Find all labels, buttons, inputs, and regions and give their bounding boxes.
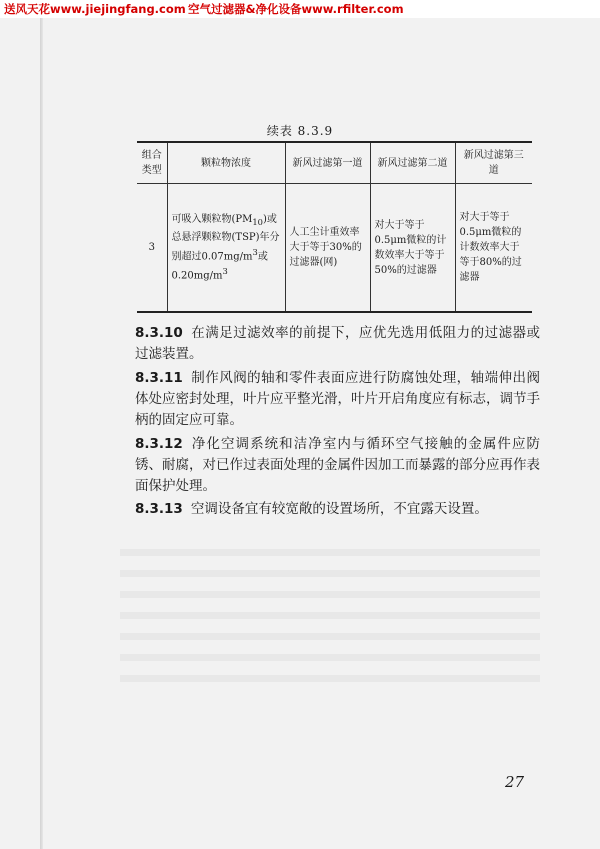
header-cell: 新风过滤第三道 bbox=[455, 142, 532, 184]
filter-spec-table bbox=[137, 141, 532, 313]
clause-8-3-13 bbox=[135, 499, 540, 520]
clause-number: 8.3.12 bbox=[135, 436, 183, 452]
table-row bbox=[137, 184, 532, 313]
header-cell: 新风过滤第一道 bbox=[285, 142, 370, 184]
concentration-text: 或0.20mg/m bbox=[171, 251, 268, 282]
first-stage-cell: 人工尘计重效率大于等于30%的过滤器(网) bbox=[285, 184, 370, 313]
page-number: 27 bbox=[505, 773, 525, 791]
book-spine-shadow bbox=[40, 18, 43, 849]
clause-8-3-10 bbox=[135, 323, 540, 365]
concentration-text: 可吸入颗粒物(PM bbox=[171, 213, 253, 225]
clause-number: 8.3.11 bbox=[135, 370, 183, 386]
header-cell: 新风过滤第二道 bbox=[370, 142, 455, 184]
subscript: 10 bbox=[252, 216, 263, 227]
table-header-row bbox=[137, 142, 532, 184]
clause-8-3-11 bbox=[135, 368, 540, 431]
second-stage-cell: 对大于等于0.5μm微粒的计数效率大于等于50%的过滤器 bbox=[370, 184, 455, 313]
clause-text: 空调设备宜有较宽敞的设置场所，不宜露天设置。 bbox=[190, 501, 488, 517]
clause-number: 8.3.13 bbox=[135, 501, 183, 517]
clause-text: 净化空调系统和洁净室内与循环空气接触的金属件应防锈、耐腐，对已作过表面处理的金属件因加工而暴露的部分应再作表面保护处理。 bbox=[135, 436, 540, 494]
header-cell: 颗粒物浓度 bbox=[167, 142, 285, 184]
clause-text: 制作风阀的轴和零件表面应进行防腐蚀处理，轴端伸出阀体处应密封处理，叶片应平整光滑，叶片开启角度应有标志，调节手柄的固定应可靠。 bbox=[135, 370, 540, 428]
third-stage-cell: 对大于等于0.5μm微粒的计数效率大于等于80%的过滤器 bbox=[455, 184, 532, 313]
concentration-text: )或总悬浮颗粒物(TSP)年分别超过0.07mg/m bbox=[171, 213, 280, 262]
concentration-cell bbox=[167, 184, 285, 313]
header-link-right[interactable]: 空气过滤器&净化设备www.rfilter.com bbox=[188, 2, 404, 16]
clause-8-3-12 bbox=[135, 434, 540, 497]
bleed-through-shadow bbox=[120, 535, 540, 685]
superscript: 3 bbox=[252, 246, 258, 257]
clause-text: 在满足过滤效率的前提下，应优先选用低阻力的过滤器或过滤装置。 bbox=[135, 325, 540, 362]
header-link-left[interactable]: 送风天花www.jiejingfang.com bbox=[4, 2, 186, 16]
watermark-header bbox=[0, 0, 600, 18]
clause-number: 8.3.10 bbox=[135, 325, 183, 341]
table-caption: 续表 8.3.9 bbox=[266, 124, 334, 138]
superscript: 3 bbox=[222, 266, 228, 276]
type-cell: 3 bbox=[137, 184, 167, 313]
header-cell: 组合类型 bbox=[137, 142, 167, 184]
